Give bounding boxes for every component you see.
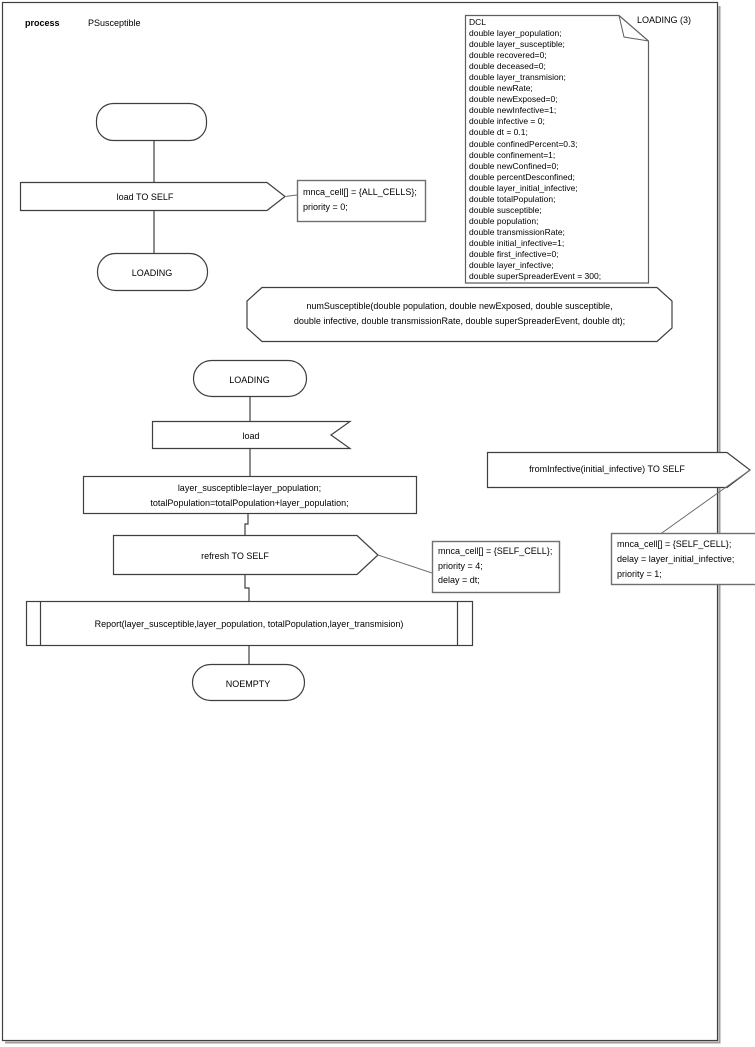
output-refresh-label: refresh TO SELF [201, 551, 269, 561]
task-text: layer_susceptible=layer_population; totalPopulation=totalPopulation+layer_population; [150, 483, 349, 508]
start-symbol[interactable] [97, 104, 207, 141]
comment-link-load [285, 195, 297, 197]
state-loading-2-label: LOADING [229, 375, 270, 385]
comment-frominfective-text: mnca_cell[] = {SELF_CELL}; delay = layer_initial_infective; priority = 1; [617, 539, 735, 579]
connector-output-report [245, 575, 249, 602]
state-noempty-label: NOEMPTY [225, 679, 271, 689]
page-label: LOADING (3) [637, 15, 692, 25]
connector-task-output [245, 514, 248, 536]
comment-refresh-text: mnca_cell[] = {SELF_CELL}; priority = 4; delay = dt; [438, 546, 553, 585]
process-name: PSusceptible [88, 18, 141, 28]
procedure-decl-text: numSusceptible(double population, double newExposed, double susceptible, double infective, double transmissionRate, double superSpreaderEvent, double dt); [293, 301, 626, 326]
dcl-declarations-text: DCL double layer_population; double layer_susceptible; double recovered=0; double deceased=0; double layer_transmision; double newRate; double newExposed=0; double newInfective=1; double infective = 0; double dt = 0.1; double confinedPercent=0.3; double confinement=1; double newConfined=0; double percentDesconfined; double layer_initial_infective; double totalPopulation; double susceptible; double population; double transmissionRate; double initial_infective=1; double first_infective=0; double layer_infective; double superSpreaderEvent = 300; [469, 17, 602, 282]
comment-link-refresh [378, 555, 432, 573]
comment-load-text: mnca_cell[] = {ALL_CELLS}; priority = 0; [303, 187, 417, 212]
output-frominfective-label: fromInfective(initial_infective) TO SELF [529, 464, 685, 474]
state-loading-1-label: LOADING [131, 268, 173, 278]
procedure-call-report-text: Report(layer_susceptible,layer_population, totalPopulation,layer_transmision) [94, 619, 404, 629]
output-load-label: load TO SELF [116, 192, 174, 202]
input-load-label: load [242, 431, 260, 441]
process-keyword: process [25, 18, 60, 28]
